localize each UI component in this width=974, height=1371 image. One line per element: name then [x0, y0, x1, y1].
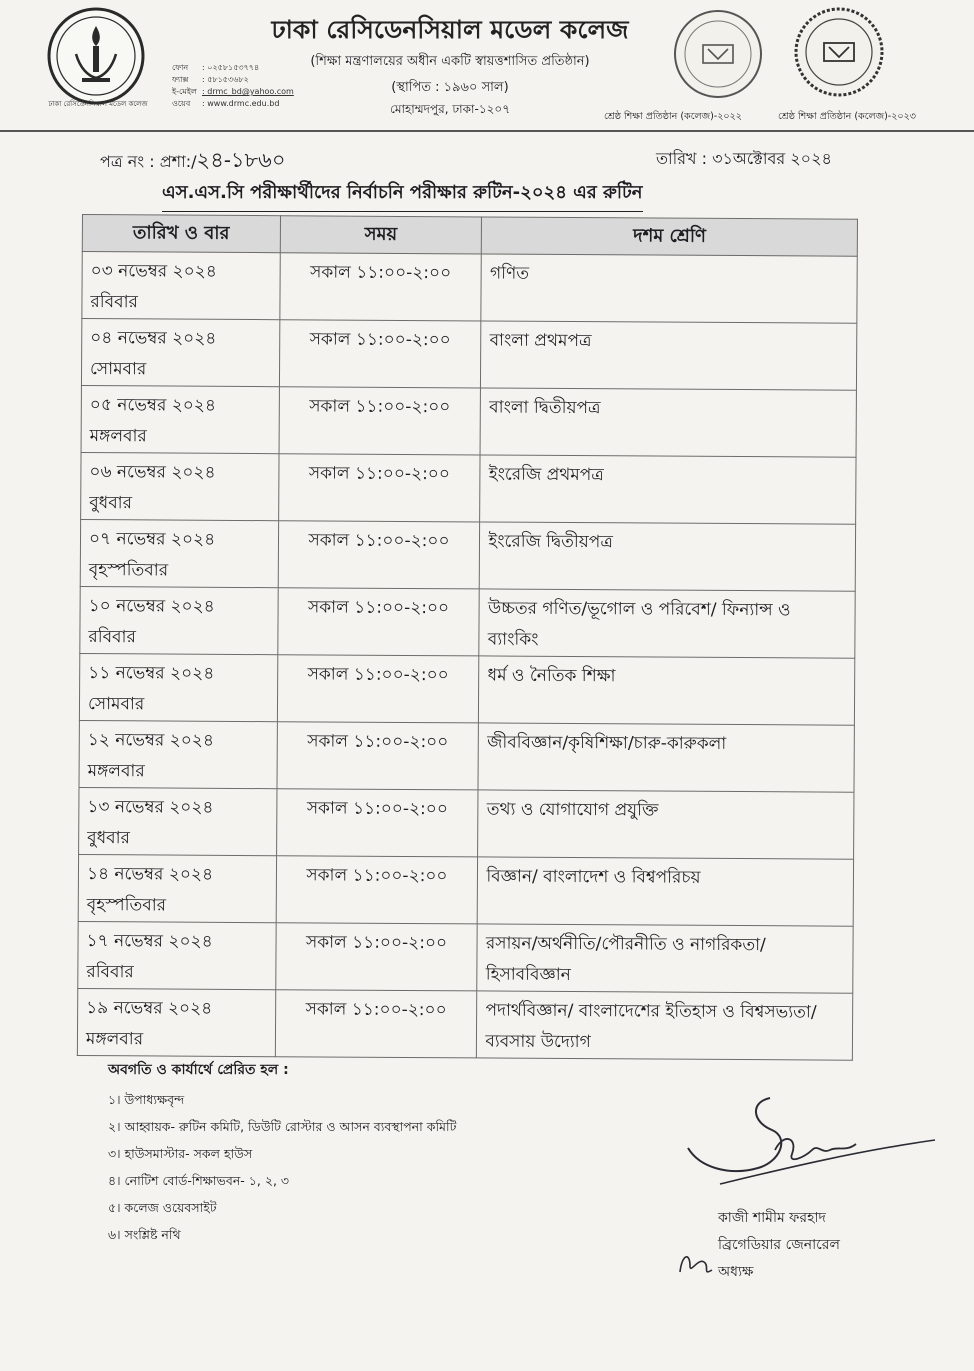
- exam-time: সকাল ১১:০০-২:০০: [277, 588, 479, 656]
- exam-subject: জীববিজ্ঞান/কৃষিশিক্ষা/চারু-কারুকলা: [478, 723, 854, 792]
- exam-date: ১৭ নভেম্বর ২০২৪: [86, 931, 213, 952]
- initial-mark: [676, 1248, 716, 1278]
- college-subtitle: (শিক্ষা মন্ত্রণালয়ের অধীন একটি স্বায়ত্তশাসিত প্রতিষ্ঠান): [310, 54, 590, 69]
- table-row: [79, 787, 854, 859]
- exam-subject: তথ্য ও যোগাযোগ প্রযুক্তি: [478, 790, 854, 859]
- table-row: [79, 720, 854, 792]
- college-address: মোহাম্মদপুর, ঢাকা-১২০৭: [389, 102, 511, 116]
- exam-subject: ইংরেজি প্রথমপত্র: [480, 455, 856, 524]
- memo-date: [656, 146, 832, 173]
- exam-date: ০৭ নভেম্বর ২০২৪: [88, 529, 216, 550]
- exam-subject: বিজ্ঞান/ বাংলাদেশ ও বিশ্বপরিচয়: [478, 857, 854, 926]
- exam-subject: গণিত: [481, 254, 857, 323]
- exam-subject: পদার্থবিজ্ঞান/ বাংলাদেশের ইতিহাস ও বিশ্বসভ্যতা/ব্যবসায় উদ্যোগ: [477, 991, 853, 1060]
- exam-date: ০৬ নভেম্বর ২০২৪: [89, 462, 216, 483]
- header-divider: [0, 130, 974, 132]
- exam-weekday: বৃহস্পতিবার: [88, 560, 169, 581]
- exam-date: ১৪ নভেম্বর ২০২৪: [86, 864, 214, 885]
- date-cell: [78, 921, 276, 989]
- contact-fax: ফ্যাক্স : ৫৮১৫৩৬৮২: [172, 75, 249, 84]
- award-seal-icon: [672, 8, 764, 100]
- exam-weekday: বৃহস্পতিবার: [86, 895, 167, 916]
- table-row: [81, 385, 856, 457]
- date-cell: [81, 319, 279, 387]
- exam-weekday: রবিবার: [90, 292, 138, 313]
- exam-date: ১০ নভেম্বর ২০২৪: [88, 596, 215, 617]
- exam-date: ১৩ নভেম্বর ২০২৪: [87, 797, 214, 818]
- signatory-title: অধ্যক্ষ: [718, 1264, 754, 1280]
- exam-subject: বাংলা প্রথমপত্র: [481, 321, 857, 390]
- distribution-heading: অবগতি ও কার্যার্থে প্রেরিত হল :: [108, 1062, 289, 1078]
- column-header-class: দশম শ্রেণি: [482, 217, 858, 256]
- memo-date-label: তারিখ :: [656, 149, 708, 168]
- established-year: (স্থাপিত : ১৯৬০ সাল): [391, 80, 509, 95]
- signatory-rank: ব্রিগেডিয়ার জেনারেল: [718, 1237, 840, 1253]
- exam-subject: উচ্চতর গণিত/ভূগোল ও পরিবেশ/ ফিন্যান্স ও ব্যাংকিং: [479, 589, 855, 658]
- list-item: ৫। কলেজ ওয়েবসাইট: [108, 1200, 217, 1215]
- exam-weekday: সোমবার: [89, 359, 147, 380]
- table-row: [77, 988, 852, 1060]
- exam-subject: রসায়ন/অর্থনীতি/পৌরনীতি ও নাগরিকতা/হিসাববিজ্ঞান: [477, 924, 853, 993]
- award-2022: শ্রেষ্ঠ শিক্ষা প্রতিষ্ঠান (কলেজ)-২০২২: [604, 111, 742, 122]
- table-row: [78, 921, 853, 993]
- date-cell: [80, 586, 278, 654]
- exam-time: সকাল ১১:০০-২:০০: [276, 856, 478, 924]
- exam-time: সকাল ১১:০০-২:০০: [277, 722, 479, 790]
- list-item: ২। আহ্বায়ক- রুটিন কমিটি, ডিউটি রোস্টার ও আসন ব্যবস্থাপনা কমিটি: [108, 1119, 457, 1134]
- exam-date: ১২ নভেম্বর ২০২৪: [87, 730, 214, 751]
- column-header-date: তারিখ ও বার: [82, 215, 280, 253]
- exam-weekday: বুধবার: [89, 493, 133, 514]
- signatory-name: কাজী শামীম ফরহাদ: [718, 1210, 826, 1226]
- memo-ref-label: পত্র নং : প্রশা:/: [100, 152, 197, 171]
- exam-time: সকাল ১১:০০-২:০০: [279, 387, 481, 455]
- award-seal-icon: [793, 6, 885, 98]
- exam-time: সকাল ১১:০০-২:০০: [278, 454, 480, 522]
- exam-date: ১৯ নভেম্বর ২০২৪: [86, 998, 213, 1019]
- exam-weekday: রবিবার: [88, 627, 136, 648]
- contact-web[interactable]: ওয়েব : www.drmc.edu.bd: [172, 99, 280, 108]
- document-title: এস.এস.সি পরীক্ষার্থীদের নির্বাচনি পরীক্ষার রুটিন-২০২৪ এর রুটিন: [162, 178, 643, 212]
- exam-routine-table: [77, 214, 858, 1061]
- exam-time: সকাল ১১:০০-২:০০: [275, 923, 477, 991]
- exam-weekday: মঙ্গলবার: [87, 761, 145, 782]
- table-row: [81, 319, 856, 391]
- list-item: ১। উপাধ্যক্ষবৃন্দ: [108, 1092, 185, 1107]
- memo-date-value: ৩১অক্টোবর ২০২৪: [712, 149, 832, 168]
- table-row: [80, 519, 855, 591]
- table-row: [79, 653, 854, 725]
- contact-email[interactable]: ই-মেইল : drmc_bd@yahoo.com: [172, 87, 294, 96]
- date-cell: [79, 787, 277, 855]
- exam-date: ১১ নভেম্বর ২০২৪: [88, 663, 215, 684]
- contact-info: [172, 62, 294, 110]
- date-cell: [79, 653, 277, 721]
- exam-time: সকাল ১১:০০-২:০০: [277, 655, 479, 723]
- exam-weekday: সোমবার: [87, 694, 145, 715]
- date-cell: [80, 519, 278, 587]
- date-cell: [81, 452, 279, 520]
- date-cell: [77, 988, 275, 1056]
- logo-caption: ঢাকা রেসিডেনসিয়াল মডেল কলেজ: [48, 100, 148, 108]
- exam-time: সকাল ১১:০০-২:০০: [279, 320, 481, 388]
- signature-mark: [680, 1092, 940, 1202]
- table-row: [80, 586, 855, 658]
- exam-date: ০৪ নভেম্বর ২০২৪: [90, 328, 217, 349]
- table-header-row: [82, 215, 857, 257]
- exam-time: সকাল ১১:০০-২:০০: [275, 990, 477, 1058]
- exam-weekday: মঙ্গলবার: [89, 426, 147, 447]
- exam-time: সকাল ১১:০০-২:০০: [278, 521, 480, 589]
- date-cell: [79, 720, 277, 788]
- distribution-list: [108, 1086, 456, 1248]
- table-body: [77, 252, 857, 1061]
- exam-subject: ধর্ম ও নৈতিক শিক্ষা: [479, 656, 855, 725]
- list-item: ৩। হাউসমাস্টার- সকল হাউস: [108, 1146, 253, 1161]
- contact-phone: ফোন : ০২৫৮১৫৩৭৭৪: [172, 63, 260, 72]
- exam-weekday: মঙ্গলবার: [85, 1029, 144, 1050]
- exam-weekday: রবিবার: [86, 962, 134, 983]
- list-item: ৪। নোটিশ বোর্ড-শিক্ষাভবন- ১, ২, ৩: [108, 1173, 290, 1188]
- table-row: [81, 452, 856, 524]
- date-cell: [81, 385, 279, 453]
- exam-subject: ইংরেজি দ্বিতীয়পত্র: [480, 522, 856, 591]
- column-header-time: সময়: [280, 216, 482, 254]
- table-row: [82, 252, 857, 324]
- college-logo-icon: [46, 6, 146, 106]
- award-2023: শ্রেষ্ঠ শিক্ষা প্রতিষ্ঠান (কলেজ)-২০২৩: [778, 111, 916, 122]
- list-item: ৬। সংশ্লিষ্ট নথি: [108, 1227, 181, 1242]
- exam-weekday: বুধবার: [87, 828, 130, 849]
- memo-ref-number: ২৪-১৮৬০: [196, 148, 286, 172]
- table-row: [78, 854, 853, 926]
- memo-reference: [100, 144, 286, 179]
- date-cell: [82, 252, 280, 320]
- date-cell: [78, 854, 276, 922]
- exam-subject: বাংলা দ্বিতীয়পত্র: [480, 388, 856, 457]
- exam-date: ০৫ নভেম্বর ২০২৪: [89, 395, 217, 416]
- college-name: ঢাকা রেসিডেনসিয়াল মডেল কলেজ: [271, 15, 629, 44]
- exam-time: সকাল ১১:০০-২:০০: [276, 789, 478, 857]
- exam-time: সকাল ১১:০০-২:০০: [279, 253, 481, 321]
- exam-date: ০৩ নভেম্বর ২০২৪: [90, 261, 217, 282]
